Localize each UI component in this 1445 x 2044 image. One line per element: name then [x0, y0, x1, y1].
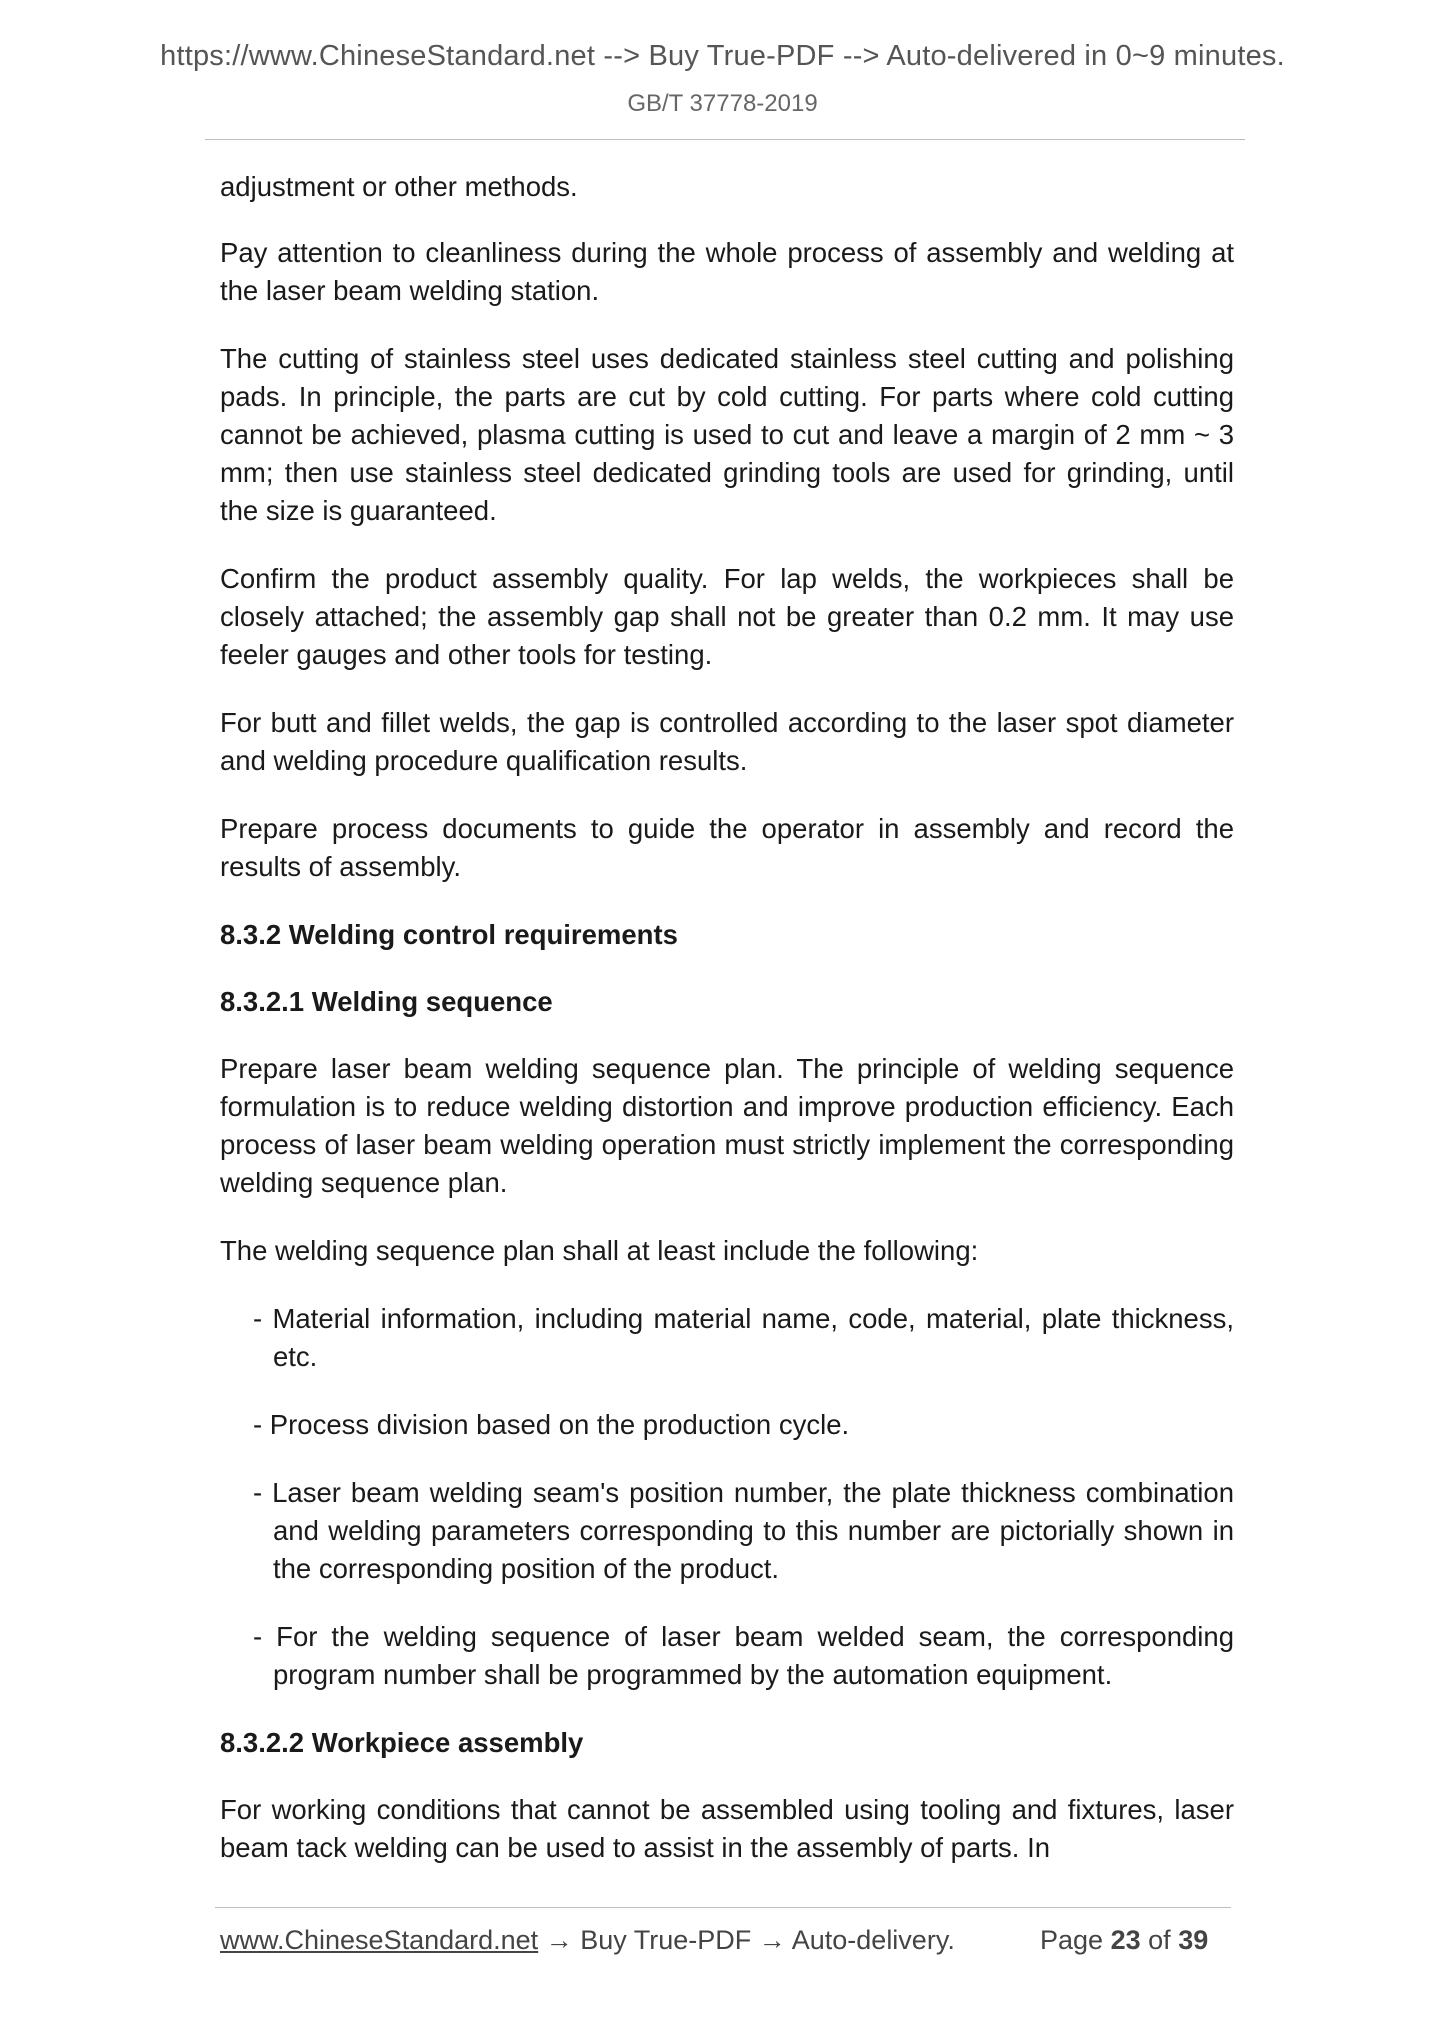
page-footer — [220, 1925, 1230, 1956]
section-heading-8-3-2-1: 8.3.2.1 Welding sequence — [220, 986, 553, 1017]
paragraph: Pay attention to cleanliness during the whole process of assembly and welding at the laser beam welding station. — [220, 237, 1234, 306]
paragraph: The welding sequence plan shall at least include the following: — [220, 1235, 979, 1266]
paragraph: Prepare process documents to guide the operator in assembly and record the results of assembly. — [220, 813, 1234, 882]
total-pages: 39 — [1178, 1925, 1209, 1955]
paragraph: The cutting of stainless steel uses dedicated stainless steel cutting and polishing pads. In principle, the parts are cut by cold cutting. For parts where cold cutting cannot be achieved, plasma cutting is used to cut and leave a margin of 2 mm ~ 3 mm; then use stainless steel dedicated grinding tools are used for grinding, until the size is guaranteed. — [220, 343, 1234, 526]
document-body — [220, 168, 1234, 1897]
list-item — [253, 1618, 1234, 1694]
section-heading-8-3-2-2: 8.3.2.2 Workpiece assembly — [220, 1727, 584, 1758]
list-item-text: - Material information, including material name, code, material, plate thickness, etc. — [253, 1303, 1234, 1372]
list-item — [253, 1300, 1234, 1376]
source-banner: https://www.ChineseStandard.net --> Buy True-PDF --> Auto-delivered in 0~9 minutes. — [160, 40, 1285, 72]
list-item — [253, 1474, 1234, 1588]
paragraph: adjustment or other methods. — [220, 171, 578, 202]
list-item-text: - Laser beam welding seam's position number, the plate thickness combination and welding parameters corresponding to this number are pictorially shown in the corresponding position of the product. — [253, 1477, 1234, 1584]
list-item-text: - Process division based on the production cycle. — [253, 1409, 850, 1440]
paragraph: For butt and fillet welds, the gap is controlled according to the laser spot diameter and welding procedure qualification results. — [220, 707, 1234, 776]
page-label: Page — [1040, 1925, 1104, 1955]
site-link[interactable]: www.ChineseStandard.net — [220, 1925, 539, 1955]
page-number: 23 — [1110, 1925, 1141, 1955]
standard-number: GB/T 37778-2019 — [627, 90, 818, 117]
page-indicator — [1040, 1925, 1208, 1956]
paragraph: For working conditions that cannot be assembled using tooling and fixtures, laser beam tack welding can be used to assist in the assembly of parts. In — [220, 1794, 1234, 1863]
paragraph: Prepare laser beam welding sequence plan. The principle of welding sequence formulation is to reduce welding distortion and improve production efficiency. Each process of laser beam welding operation must strictly implement the corresponding welding sequence plan. — [220, 1053, 1234, 1198]
footer-divider — [215, 1907, 1231, 1908]
list-item-text: - For the welding sequence of laser beam welded seam, the corresponding program number shall be programmed by the automation equipment. — [253, 1621, 1234, 1690]
header-divider — [205, 139, 1245, 140]
list-item — [253, 1406, 1234, 1444]
paragraph: Confirm the product assembly quality. For lap welds, the workpieces shall be closely attached; the assembly gap shall not be greater than 0.2 mm. It may use feeler gauges and other tools for testing. — [220, 563, 1234, 670]
of-label: of — [1148, 1925, 1171, 1955]
footer-promo: → Buy True-PDF → Auto-delivery. — [538, 1925, 955, 1955]
section-heading-8-3-2: 8.3.2 Welding control requirements — [220, 919, 678, 950]
